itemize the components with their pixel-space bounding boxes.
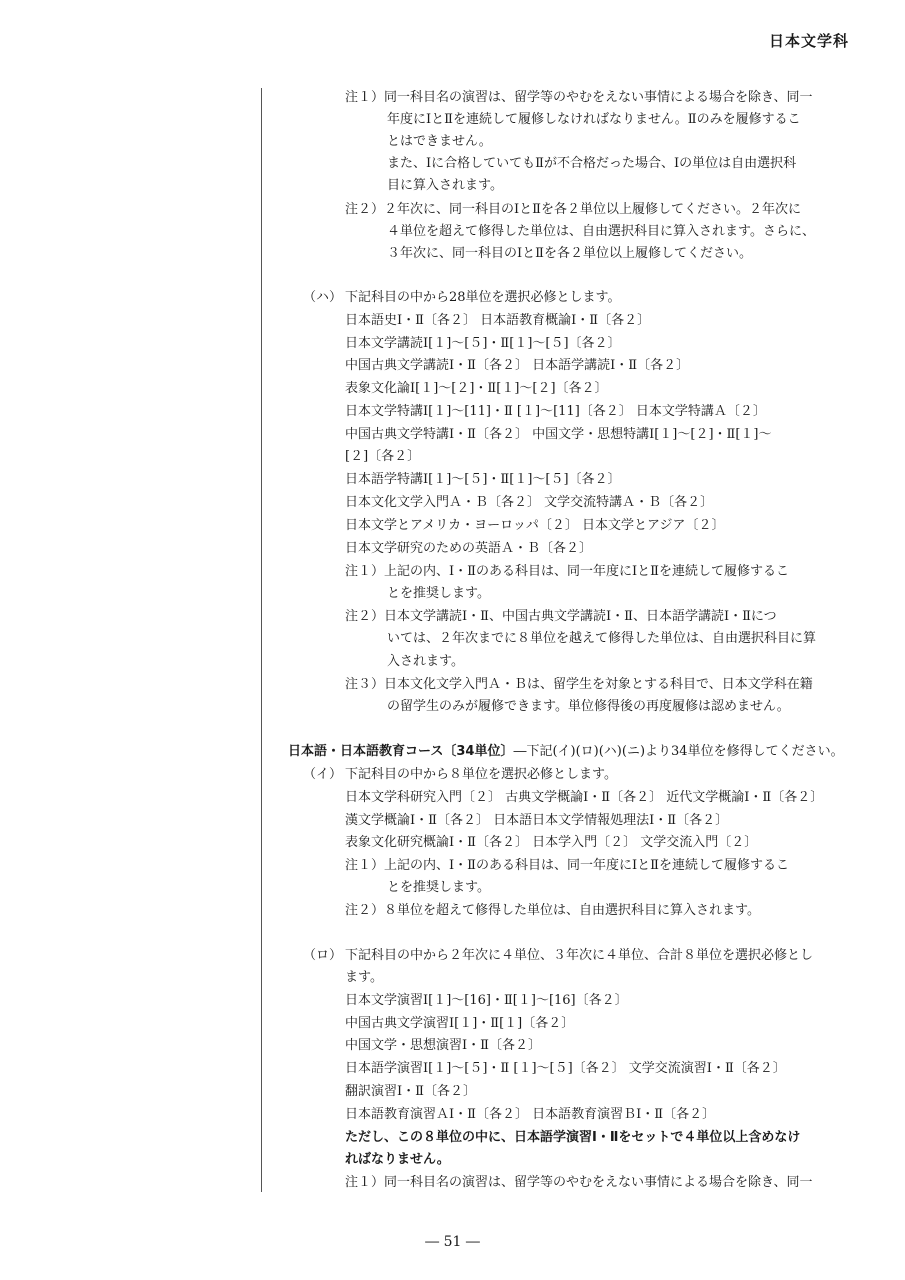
page-header-title: 日本文学科	[768, 32, 849, 50]
text-line: 注１）同一科目名の演習は、留学等のやむをえない事情による場合を除き、同一	[345, 90, 813, 105]
text-line: 表象文化論Ⅰ[１]～[２]・Ⅱ[１]～[２]〔各２〕	[345, 381, 608, 396]
text-line: 中国文学・思想演習Ⅰ・Ⅱ〔各２〕	[345, 1038, 541, 1053]
text-line: [２]〔各２〕	[345, 449, 421, 464]
text-line: 表象文化研究概論Ⅰ・Ⅱ〔各２〕 日本学入門〔２〕 文学交流入門〔２〕	[345, 835, 758, 850]
course-heading	[288, 741, 844, 763]
text-line: 日本文学講読Ⅰ[１]～[５]・Ⅱ[１]～[５]〔各２〕	[345, 336, 621, 351]
text-line: 日本文学特講Ⅰ[１]～[11]・Ⅱ [１]～[11]〔各２〕 日本文学特講Ａ〔２〕	[345, 404, 766, 419]
text-line: 中国古典文学特講Ⅰ・Ⅱ〔各２〕 中国文学・思想特講Ⅰ[１]～[２]・Ⅱ[１]～	[345, 427, 772, 442]
text-line: とを推奨します。	[387, 880, 490, 895]
text-line: 入されます。	[387, 654, 464, 669]
text-line: 注２）２年次に、同一科目のⅠとⅡを各２単位以上履修してください。２年次に	[345, 202, 801, 217]
course-requirement: ―下記(イ)(ロ)(ハ)(ニ)より34単位を修得してください。	[513, 744, 844, 759]
text-line: いては、２年次までに８単位を越えて修得した単位は、自由選択科目に算	[387, 631, 817, 646]
page-number: ― 51 ―	[425, 1234, 480, 1250]
text-line: 注１）上記の内、Ⅰ・Ⅱのある科目は、同一年度にⅠとⅡを連続して履修するこ	[345, 564, 789, 579]
text-line: 目に算入されます。	[387, 178, 503, 193]
text-line: 注２）８単位を超えて修得した単位は、自由選択科目に算入されます。	[345, 903, 760, 918]
text-line: とを推奨します。	[387, 586, 490, 601]
text-line: 注１）同一科目名の演習は、留学等のやむをえない事情による場合を除き、同一	[345, 1175, 813, 1190]
section-marker: （ハ）	[303, 290, 343, 305]
text-line: 下記科目の中から８単位を選択必修とします。	[345, 767, 617, 782]
text-line: また、Ⅰに合格していてもⅡが不合格だった場合、Ⅰの単位は自由選択科	[387, 156, 797, 171]
text-line: 日本文学研究のための英語Ａ・Ｂ〔各２〕	[345, 541, 593, 556]
margin-rule	[261, 88, 262, 1192]
text-line: とはできません。	[387, 134, 492, 149]
text-line: 中国古典文学演習Ⅰ[１]・Ⅱ[１]〔各２〕	[345, 1016, 575, 1031]
section-marker: （ロ）	[303, 948, 343, 963]
text-line: 日本語史Ⅰ・Ⅱ〔各２〕 日本語教育概論Ⅰ・Ⅱ〔各２〕	[345, 313, 651, 328]
emphasis-line: ただし、この８単位の中に、日本語学演習Ⅰ・Ⅱをセットで４単位以上含めなけ	[345, 1130, 801, 1145]
text-line: 中国古典文学講読Ⅰ・Ⅱ〔各２〕 日本語学講読Ⅰ・Ⅱ〔各２〕	[345, 358, 690, 373]
text-line: 日本文学演習Ⅰ[１]～[16]・Ⅱ[１]～[16]〔各２〕	[345, 993, 628, 1008]
text-line: ４単位を超えて修得した単位は、自由選択科目に算入されます。さらに、	[387, 224, 815, 239]
text-line: 注３）日本文化文学入門Ａ・Ｂは、留学生を対象とする科目で、日本文学科在籍	[345, 677, 813, 692]
text-line: ます。	[345, 970, 383, 985]
text-line: 漢文学概論Ⅰ・Ⅱ〔各２〕 日本語日本文学情報処理法Ⅰ・Ⅱ〔各２〕	[345, 813, 729, 828]
text-line: 日本語教育演習ＡⅠ・Ⅱ〔各２〕 日本語教育演習ＢⅠ・Ⅱ〔各２〕	[345, 1107, 716, 1122]
text-line: ３年次に、同一科目のⅠとⅡを各２単位以上履修してください。	[387, 246, 752, 261]
text-line: 注１）上記の内、Ⅰ・Ⅱのある科目は、同一年度にⅠとⅡを連続して履修するこ	[345, 858, 789, 873]
text-line: の留学生のみが履修できます。単位修得後の再度履修は認めません。	[387, 699, 790, 714]
section-marker: （イ）	[303, 767, 343, 782]
text-line: 注２）日本文学講読Ⅰ・Ⅱ、中国古典文学講読Ⅰ・Ⅱ、日本語学講読Ⅰ・Ⅱにつ	[345, 609, 777, 624]
text-line: 日本文化文学入門Ａ・Ｂ〔各２〕 文学交流特講Ａ・Ｂ〔各２〕	[345, 495, 714, 510]
text-line: 日本語学特講Ⅰ[１]～[５]・Ⅱ[１]～[５]〔各２〕	[345, 472, 621, 487]
text-line: 日本語学演習Ⅰ[１]～[５]・Ⅱ [１]～[５]〔各２〕 文学交流演習Ⅰ・Ⅱ〔各２〕	[345, 1061, 786, 1076]
text-line: 年度にⅠとⅡを連続して履修しなければなりません。Ⅱのみを履修するこ	[387, 112, 801, 127]
text-line: 下記科目の中から28単位を選択必修とします。	[345, 290, 621, 305]
text-line: 下記科目の中から２年次に４単位、３年次に４単位、合計８単位を選択必修とし	[345, 948, 814, 963]
text-line: 日本文学とアメリカ・ヨーロッパ〔２〕 日本文学とアジア〔２〕	[345, 518, 725, 533]
text-line: 翻訳演習Ⅰ・Ⅱ〔各２〕	[345, 1084, 476, 1099]
emphasis-line: ればなりません。	[345, 1152, 450, 1167]
text-line: 日本文学科研究入門〔２〕 古典文学概論Ⅰ・Ⅱ〔各２〕 近代文学概論Ⅰ・Ⅱ〔各２〕	[345, 790, 824, 805]
course-title: 日本語・日本語教育コース〔34単位〕	[288, 744, 514, 759]
